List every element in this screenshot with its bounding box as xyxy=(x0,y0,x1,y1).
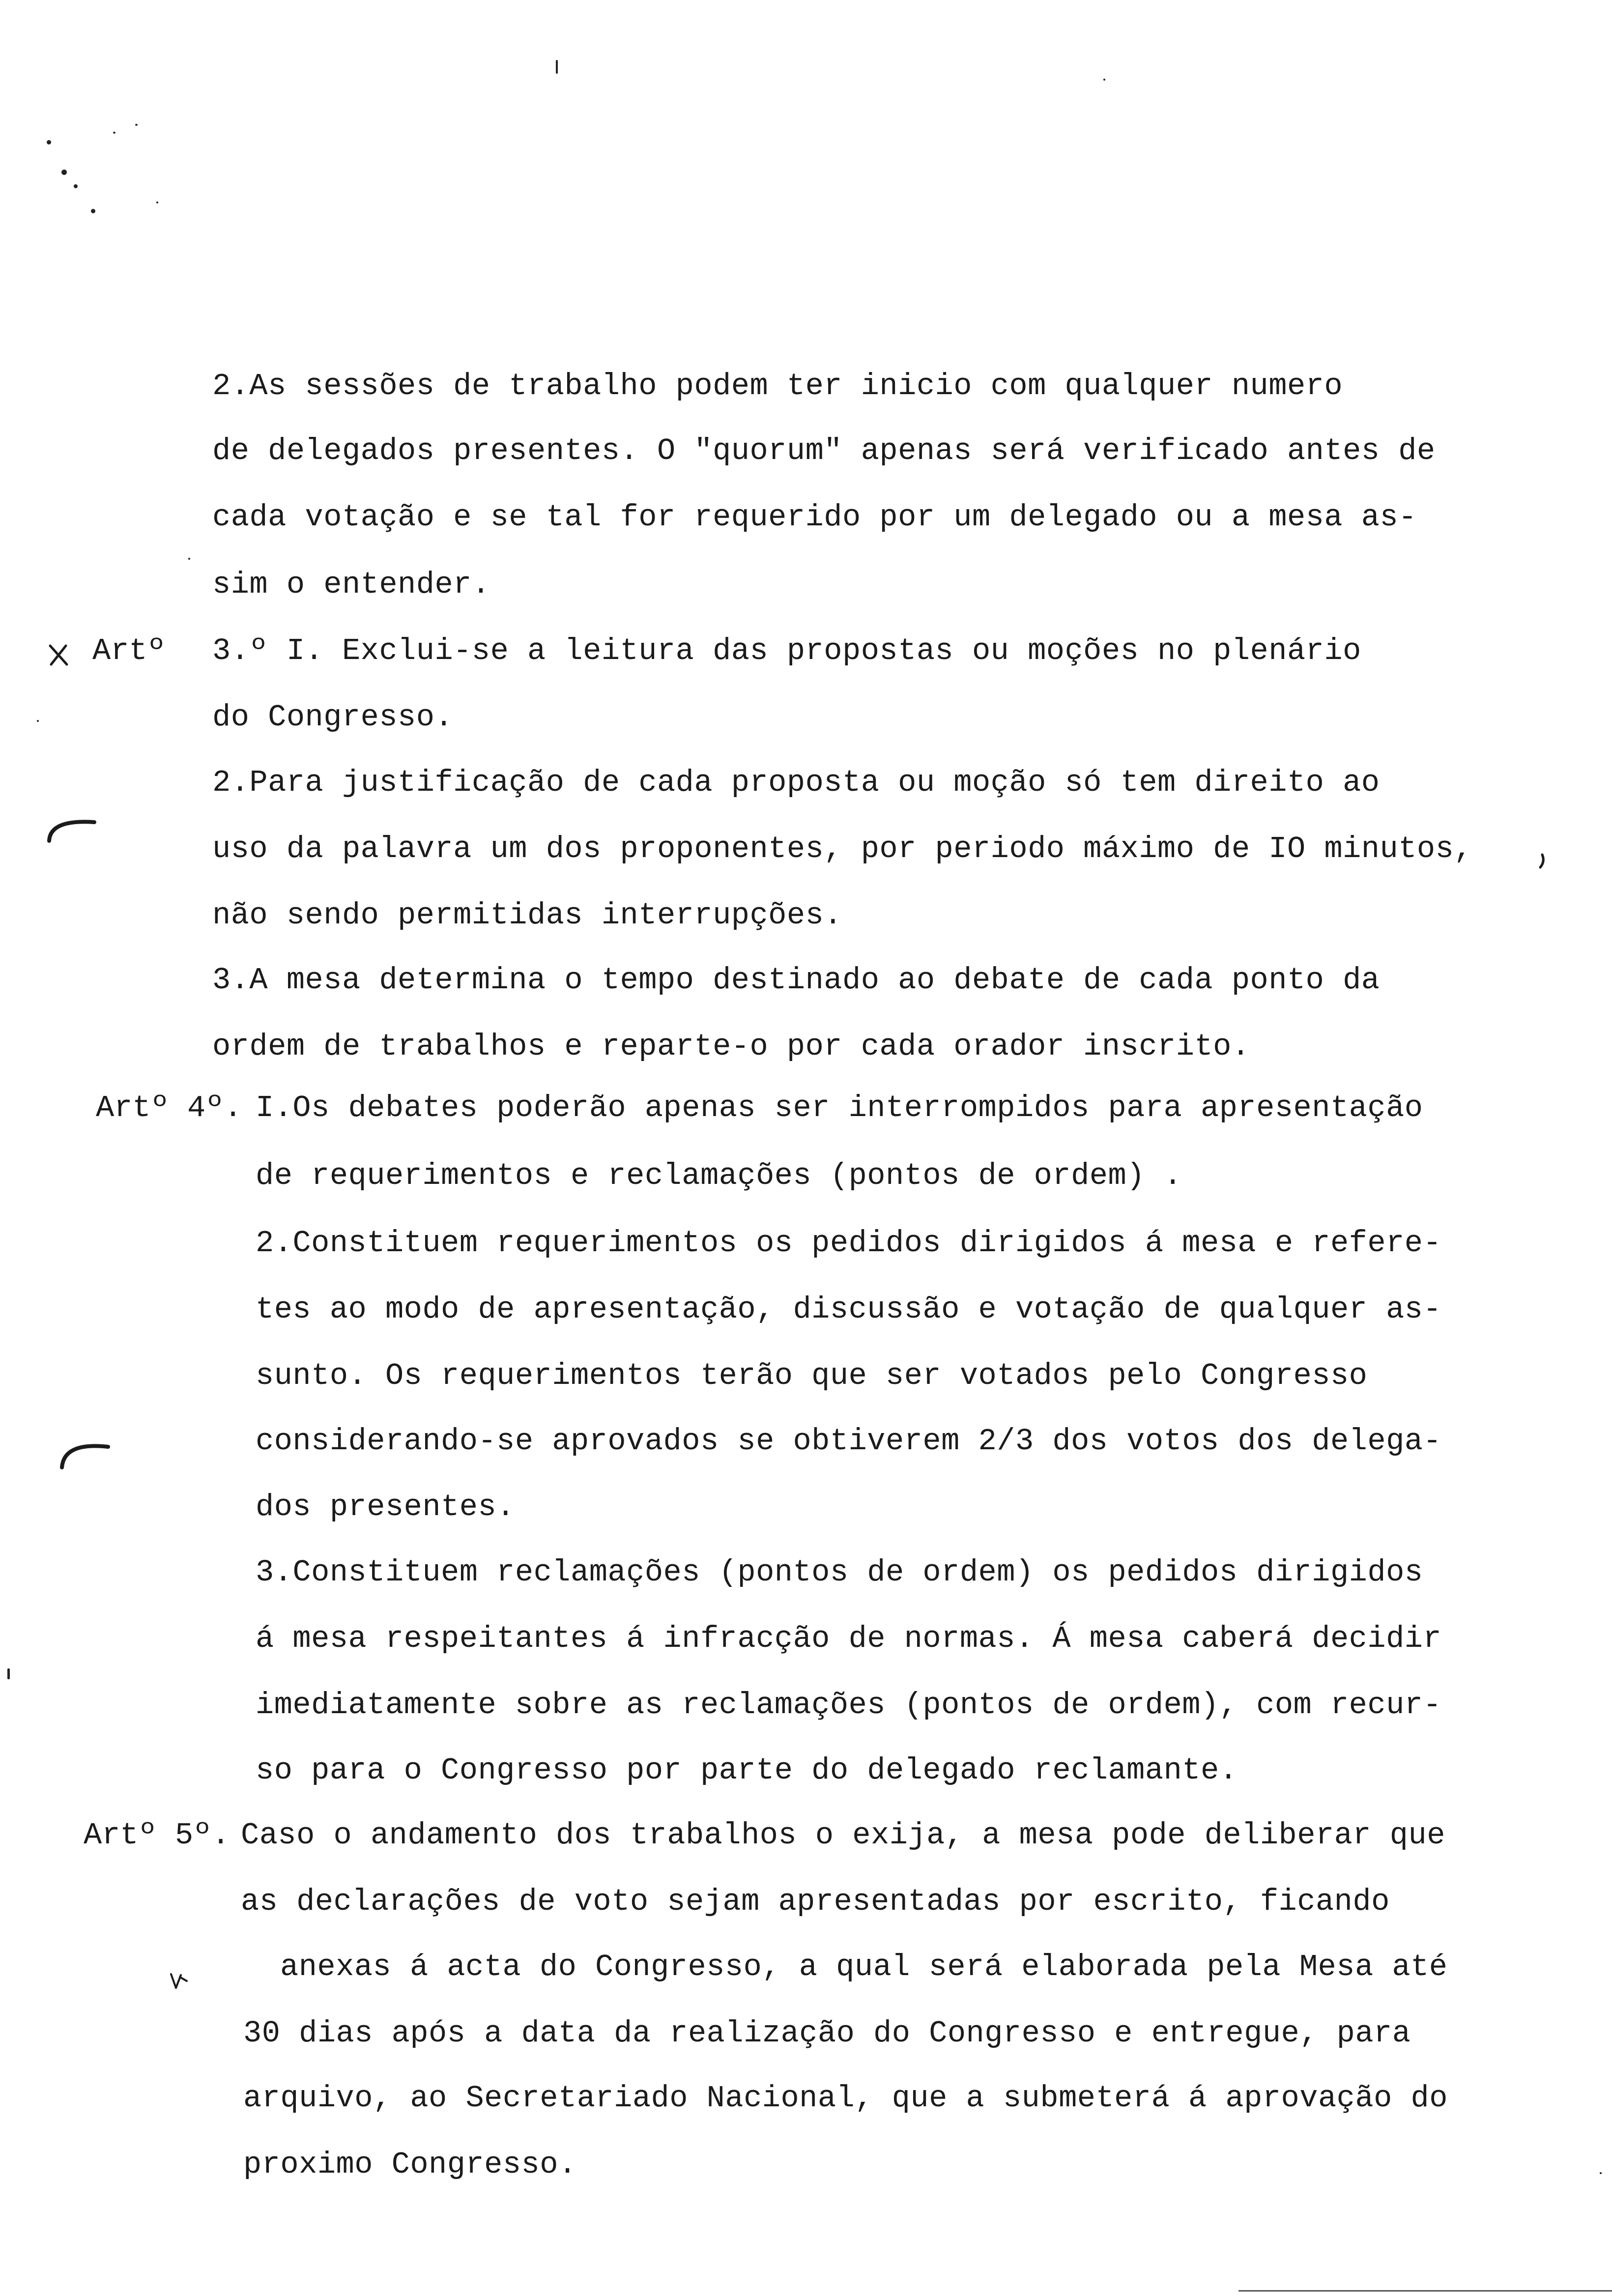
text-line: á mesa respeitantes á infracção de normas. Á mesa caberá decidir xyxy=(256,1621,1442,1656)
bracket-mark-icon xyxy=(58,1435,112,1469)
text-line: 3.Constituem reclamações (pontos de ordem) os pedidos dirigidos xyxy=(256,1555,1423,1590)
text-line: considerando-se aprovados se obtiverem 2/3 dos votos dos delega- xyxy=(256,1424,1442,1459)
scan-speck xyxy=(1600,2172,1602,2174)
text-line: imediatamente sobre as reclamações (pontos de ordem), com recur- xyxy=(256,1688,1442,1722)
article-label: Artº xyxy=(92,633,166,668)
text-line: proximo Congresso. xyxy=(243,2147,577,2182)
text-line: uso da palavra um dos proponentes, por periodo máximo de IO minutos, xyxy=(212,832,1473,866)
scan-speck xyxy=(135,124,138,126)
scan-speck xyxy=(61,170,67,175)
text-line: tes ao modo de apresentação, discussão e votação de qualquer as- xyxy=(256,1292,1442,1327)
text-line: 3.A mesa determina o tempo destinado ao debate de cada ponto da xyxy=(212,963,1380,998)
scan-speck xyxy=(47,140,51,144)
text-line: 2.Constituem requerimentos os pedidos dirigidos á mesa e refere- xyxy=(256,1226,1442,1261)
text-line: 2.Para justificação de cada proposta ou moção só tem direito ao xyxy=(212,765,1380,800)
text-line: as declarações de voto sejam apresentadas por escrito, ficando xyxy=(241,1884,1390,1919)
scan-speck xyxy=(113,132,115,134)
text-line: 2.As sessões de trabalho podem ter inicio com qualquer numero xyxy=(212,369,1343,403)
text-line: não sendo permitidas interrupções. xyxy=(212,898,843,933)
text-line: de requerimentos e reclamações (pontos de ordem) . xyxy=(256,1158,1182,1193)
scan-speck xyxy=(91,209,95,213)
text-line: Caso o andamento dos trabalhos o exija, a mesa pode deliberar que xyxy=(241,1818,1445,1853)
text-line: 3.º I. Exclui-se a leitura das propostas ou moções no plenário xyxy=(212,633,1361,668)
scan-speck xyxy=(156,201,158,203)
scan-speck xyxy=(37,720,39,722)
tick-mark-icon xyxy=(167,1968,192,1993)
text-line: ordem de trabalhos e reparte-o por cada orador inscrito. xyxy=(212,1029,1250,1064)
text-line: I.Os debates poderão apenas ser interrompidos para apresentação xyxy=(256,1091,1423,1125)
text-line: de delegados presentes. O "quorum" apenas será verificado antes de xyxy=(212,433,1436,468)
text-line: 30 dias após a data da realização do Congresso e entregue, para xyxy=(243,2016,1411,2051)
scan-speck xyxy=(1103,79,1105,81)
x-mark-icon xyxy=(48,644,69,666)
bracket-mark-icon xyxy=(45,813,99,843)
text-line: do Congresso. xyxy=(212,700,454,735)
text-line: so para o Congresso por parte do delegado reclamante. xyxy=(256,1753,1238,1788)
scan-speck xyxy=(7,1668,10,1679)
article-label: Artº 4º. xyxy=(96,1091,242,1125)
scan-speck xyxy=(74,184,78,188)
text-line: dos presentes. xyxy=(256,1490,515,1524)
comma-mark-icon xyxy=(1537,853,1547,869)
scan-speck xyxy=(556,60,558,74)
text-line: arquivo, ao Secretariado Nacional, que a submeterá á aprovação do xyxy=(243,2081,1448,2116)
text-line: cada votação e se tal for requerido por um delegado ou a mesa as- xyxy=(212,500,1417,535)
scan-speck xyxy=(188,558,190,560)
text-line: anexas á acta do Congresso, a qual será elaborada pela Mesa até xyxy=(280,1950,1448,1984)
page-edge-rule xyxy=(1238,2290,1612,2292)
article-label: Artº 5º. xyxy=(84,1818,230,1853)
text-line: sim o entender. xyxy=(212,567,490,602)
text-line: sunto. Os requerimentos terão que ser votados pelo Congresso xyxy=(256,1358,1368,1393)
